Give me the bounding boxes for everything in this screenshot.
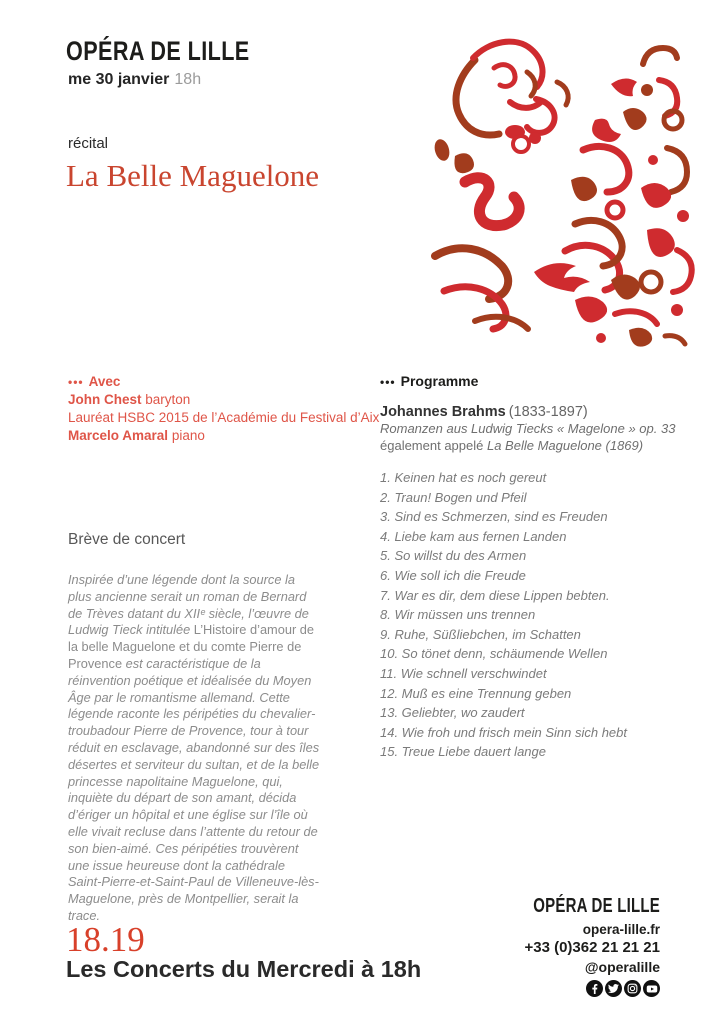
concert-time: 18h	[174, 71, 202, 88]
song-item: 10. So tönet denn, schäumende Wellen	[380, 646, 608, 662]
phone-number: +33 (0)362 21 21 21	[524, 939, 660, 956]
triple-bullet-icon: •••	[380, 375, 396, 389]
abstract-red-illustration	[415, 20, 715, 352]
performer-role: piano	[171, 428, 205, 443]
youtube-icon[interactable]	[643, 980, 660, 997]
performer-name: Marcelo Amaral	[68, 428, 169, 443]
song-item: 5. So willst du des Armen	[380, 548, 527, 564]
concert-date: me 30 janvier	[68, 71, 170, 88]
triple-bullet-icon: •••	[68, 375, 84, 389]
performer-name: John Chest	[68, 392, 142, 407]
concert-title: La Belle Maguelone	[66, 158, 320, 193]
instagram-icon[interactable]	[624, 980, 641, 997]
concert-note-paragraph	[68, 572, 320, 925]
song-item: 8. Wir müssen uns trennen	[380, 607, 536, 623]
head-swirl	[456, 42, 568, 135]
concert-note-section	[68, 531, 320, 925]
season-label: 18.19	[66, 920, 145, 959]
song-item: 9. Ruhe, Süßliebchen, im Schatten	[380, 626, 581, 642]
social-handle[interactable]: @operalille	[584, 959, 660, 975]
song-item: 15. Treue Liebe dauert lange	[380, 744, 546, 760]
work-title: Romanzen aus Ludwig Tiecks « Magelone » op. 33	[380, 421, 676, 436]
opera-de-lille-footer-logo: OPÉRA DE LILLE	[533, 895, 660, 917]
song-item: 4. Liebe kam aus fernen Landen	[380, 528, 567, 544]
note-text: Inspirée d’une légende dont la source la plus ancienne serait un roman de Bernard de Trèves datant du XIIᵉ siècle, l’œuvre de Ludwig Tieck intitulée	[68, 572, 309, 638]
programme-section	[380, 373, 700, 765]
song-item: 14. Wie froh und frisch mein Sinn sich hebt	[380, 724, 628, 740]
song-list	[380, 471, 700, 758]
note-text: est caractéristique de la réinvention poétique et idéalisée du Moyen Âge par le romantisme allemand. Cette légende raconte les péripéties du chevalier-troubadour Pierre de Provence, tour à tour réduit en esclavage, abandonné sur des îles désertes et serviteur du sultan, et de la belle princesse napolitaine Maguelone, qui, inquiète du départ de son amant, décida d’ériger un hôpital et une église sur l’île où elle vivait recluse dans l’attente du retour de son bien-aimé. Ces péripéties trouvèrent une issue heureuse dont la cathédrale Saint-Pierre-et-Saint-Paul de Villeneuve-lès-Maguelone, près de Montpellier, serait la trace.	[68, 655, 320, 923]
work-alt-title: La Belle Maguelone (1869)	[486, 437, 644, 453]
song-item: 7. War es dir, dem diese Lippen bebten.	[380, 587, 610, 603]
ornament-cluster	[571, 48, 692, 347]
series-title: Les Concerts du Mercredi à 18h	[66, 956, 422, 982]
song-item: 13. Geliebter, wo zaudert	[380, 705, 525, 721]
facebook-icon[interactable]	[586, 980, 603, 997]
contact-block	[491, 895, 660, 997]
avec-label: Avec	[88, 374, 121, 389]
performer-award: Lauréat HSBC 2015 de l’Académie du Festival d’Aix	[68, 410, 380, 425]
composer-dates: (1833-1897)	[508, 404, 588, 420]
composer-name: Johannes Brahms	[380, 404, 506, 420]
genre-label: récital	[68, 135, 109, 152]
song-item: 6. Wie soll ich die Freude	[380, 567, 526, 583]
date-line	[68, 71, 201, 89]
song-item: 2. Traun! Bogen und Pfeil	[380, 489, 527, 505]
opera-de-lille-logo: OPÉRA DE LILLE	[66, 36, 250, 66]
concert-note-heading: Brève de concert	[68, 531, 186, 548]
song-item: 11. Wie schnell verschwindet	[380, 665, 547, 681]
song-item: 3. Sind es Schmerzen, sind es Freuden	[380, 509, 608, 525]
website-link[interactable]: opera-lille.fr	[582, 922, 660, 937]
social-icons-row	[491, 980, 660, 997]
programme-label: Programme	[400, 373, 479, 389]
song-item: 1. Keinen hat es noch gereut	[380, 470, 547, 485]
book-title: L’Histoire d’amour de la belle Maguelone et du comte Pierre de Provence	[68, 622, 315, 671]
twitter-icon[interactable]	[605, 980, 622, 997]
song-item: 12. Muß es eine Trennung geben	[380, 685, 572, 701]
work-alt-prefix: également appelé	[380, 437, 487, 453]
performers-section	[68, 373, 379, 445]
performer-role: baryton	[145, 392, 191, 407]
